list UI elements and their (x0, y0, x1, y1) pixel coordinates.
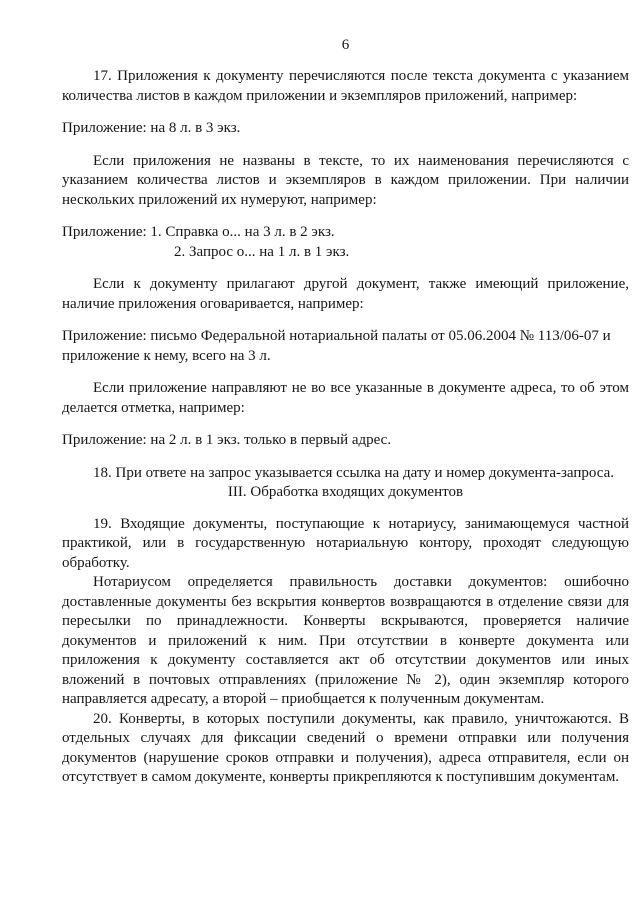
paragraph-19: 19. Входящие документы, поступающие к нотариусу, занимающемуся частной практикой, или в государственную нотариальную контору, проходят следующую обработку. (62, 515, 629, 571)
attachment-example-3: Приложение: письмо Федеральной нотариальной палаты от 05.06.2004 № 113/06-07 и приложение к нему, всего на 3 л. (62, 328, 611, 364)
paragraph-20: 20. Конверты, в которых поступили документы, как правило, уничтожаются. В отдельных случаях для фиксации сведений о времени отправки или получения документов (нарушение сроков отправки и получения), адреса отправителя, если он отсутствует в самом документе, конверты прикрепляются к поступившим документам. (62, 710, 629, 785)
attachment-example-2-line-1: Приложение: 1. Справка о... на 3 л. в 2 экз. (62, 224, 335, 240)
section-heading-incoming-documents: III. Обработка входящих документов (227, 484, 464, 500)
paragraph-17: 17. Приложения к документу перечисляются после текста документа с указанием количества листов в каждом приложении и экземпляров приложений, например: (62, 68, 629, 104)
attachment-example-4: Приложение: на 2 л. в 1 экз. только в первый адрес. (62, 432, 392, 448)
paragraph-unnamed-attachments: Если приложения не названы в тексте, то их наименования перечисляются с указанием количества листов и экземпляров в каждом приложении. При наличии нескольких приложений их нумеруют, например: (62, 152, 629, 208)
paragraph-not-all-addresses: Если приложение направляют не во все указанные в документе адреса, то об этом делается отметка, например: (62, 380, 629, 416)
page-number: 6 (341, 37, 350, 53)
attachment-example-2 (62, 223, 629, 262)
paragraph-18: 18. При ответе на запрос указывается ссылка на дату и номер документа-запроса. (93, 464, 615, 481)
attachment-example-2-line-2: 2. Запрос о... на 1 л. в 1 экз. (174, 243, 350, 260)
paragraph-other-document: Если к документу прилагают другой документ, также имеющий приложение, наличие приложения оговаривается, например: (62, 276, 629, 312)
paragraph-19-processing: Нотариусом определяется правильность доставки документов: ошибочно доставленные документы без вскрытия конвертов возвращаются в отделение связи для пересылки по принадлежности. Конверты вскрываются, проверяется наличие документов и приложений к ним. При отсутствии в конверте документа или приложения к документу составляется акт об отсутствии документов или иных вложений в почтовых отправлениях (приложение № 2), один экземпляр которого направляется адресату, а второй – приобщается к полученным документам. (62, 574, 629, 707)
attachment-example-1: Приложение: на 8 л. в 3 экз. (62, 120, 241, 136)
